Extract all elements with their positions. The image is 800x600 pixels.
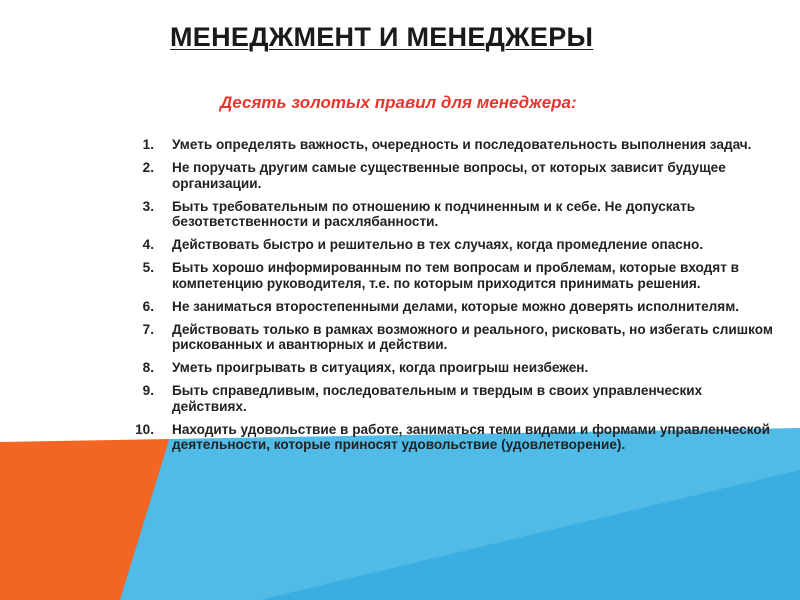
rule-text: Быть хорошо информированным по тем вопросам и проблемам, которые входят в компетенцию руководителя, т.е. по которым приходится принимать решения. (172, 260, 740, 291)
rule-item (120, 160, 780, 191)
rule-text: Уметь проигрывать в ситуациях, когда проигрыш неизбежен. (172, 360, 589, 375)
rule-item (120, 383, 780, 414)
slide-subtitle: Десять золотых правил для менеджера: (220, 93, 577, 112)
rule-text: Не заниматься второстепенными делами, которые можно доверять исполнителям. (172, 298, 740, 314)
rule-number: 6. (142, 298, 154, 314)
rule-number: 5. (142, 260, 154, 275)
rule-item (120, 322, 780, 353)
rule-item (120, 299, 780, 315)
rule-number: 4. (142, 237, 154, 252)
rules-list (120, 137, 780, 460)
rule-number: 1. (142, 137, 154, 152)
rule-text: Действовать быстро и решительно в тех случаях, когда промедление опасно. (172, 237, 704, 252)
rule-item (120, 199, 780, 230)
rule-text: Находить удовольствие в работе, заниматься теми видами и формами управленческой деятельности, которые приносят удовольствие (удовлетворение). (172, 421, 770, 452)
rule-item (120, 137, 780, 153)
rule-number: 2. (142, 160, 154, 175)
rule-text: Уметь определять важность, очередность и последовательность выполнения задач. (172, 137, 752, 152)
rule-item (120, 237, 780, 253)
rule-text: Действовать только в рамках возможного и реального, рисковать, но избегать слишком рискованных и авантюрных и действии. (172, 321, 773, 352)
rule-item (120, 360, 780, 376)
slide-title: МЕНЕДЖМЕНТ И МЕНЕДЖЕРЫ (170, 22, 594, 52)
rule-text: Быть требовательным по отношению к подчиненным и к себе. Не допускать безответственности и расхлябанности. (172, 198, 696, 229)
rule-number: 10. (135, 421, 154, 437)
rule-item (120, 422, 780, 453)
rule-number: 9. (142, 383, 154, 398)
rule-item (120, 260, 780, 291)
rule-number: 7. (142, 321, 154, 337)
rule-number: 8. (142, 360, 154, 375)
rule-text: Быть справедливым, последовательным и твердым в своих управленческих действиях. (172, 383, 703, 414)
rule-text: Не поручать другим самые существенные вопросы, от которых зависит будущее организации. (172, 160, 726, 191)
rule-number: 3. (142, 198, 154, 214)
